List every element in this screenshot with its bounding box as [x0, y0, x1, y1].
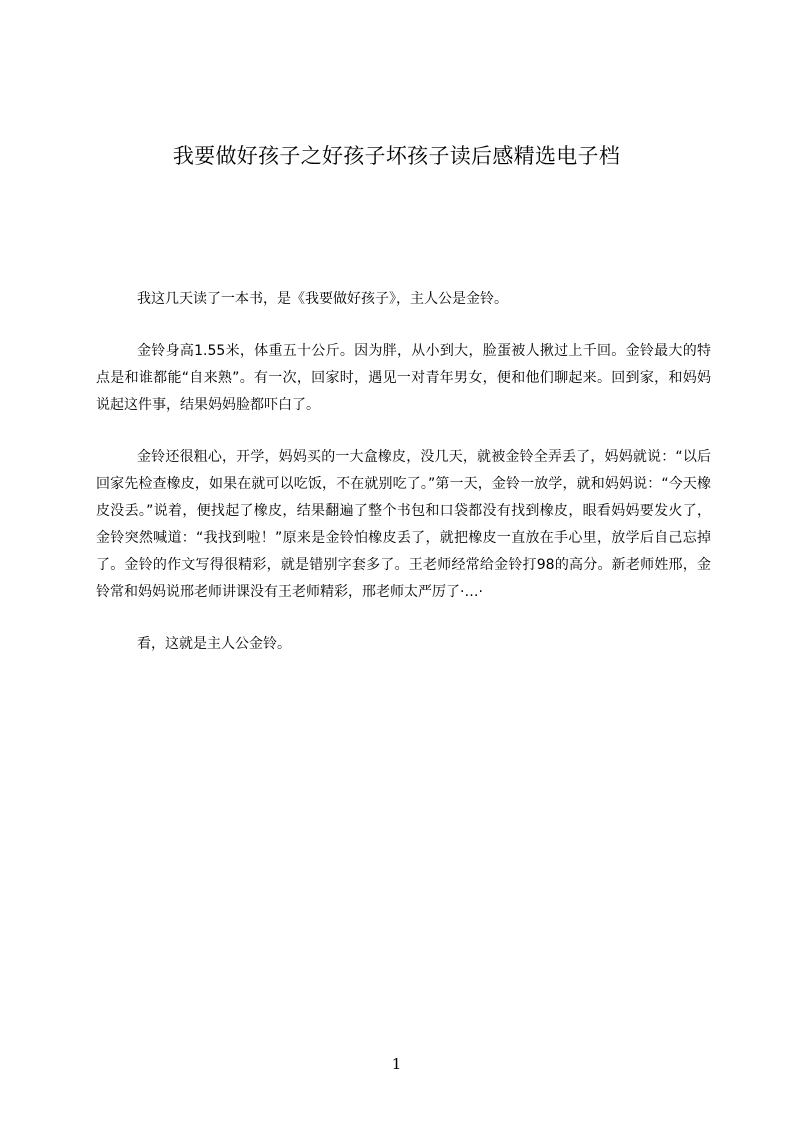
- paragraph-intro: 我这几天读了一本书，是《我要做好孩子》，主人公是金铃。: [137, 291, 508, 307]
- paragraph-conclusion: 看，这就是主人公金铃。: [137, 636, 291, 652]
- paragraph-description: 金铃身高1.55米，体重五十公斤。因为胖，从小到大，脸蛋被人揪过上千回。金铃最大的特点是和谁都能“自来熟”。有一次，回家时，遇见一对青年男女，便和他们聊起来。回到家，和妈妈说起这件事，结果妈妈脸都吓白了。: [96, 343, 711, 413]
- paragraph-story: 金铃还很粗心，开学，妈妈买的一大盒橡皮，没几天，就被金铃全弄丢了，妈妈就说：“以后回家先检查橡皮，如果在就可以吃饭，不在就别吃了。”第一天，金铃一放学，就和妈妈说：“今天橡皮没丢。”说着，便找起了橡皮，结果翻遍了整个书包和口袋都没有找到橡皮，眼看妈妈要发火了，金铃突然喊道：“我找到啦！”原来是金铃怕橡皮丢了，就把橡皮一直放在手心里，放学后自己忘掉了。金铃的作文写得很精彩，就是错别字套多了。王老师经常给金铃打98的高分。新老师姓邢，金铃常和妈妈说邢老师讲课没有王老师精彩，邢老师太严厉了·…·: [96, 449, 711, 600]
- document-title: 我要做好孩子之好孩子坏孩子读后感精选电子档: [172, 144, 621, 168]
- page-number: 1: [391, 1055, 402, 1073]
- document-body: [96, 286, 711, 683]
